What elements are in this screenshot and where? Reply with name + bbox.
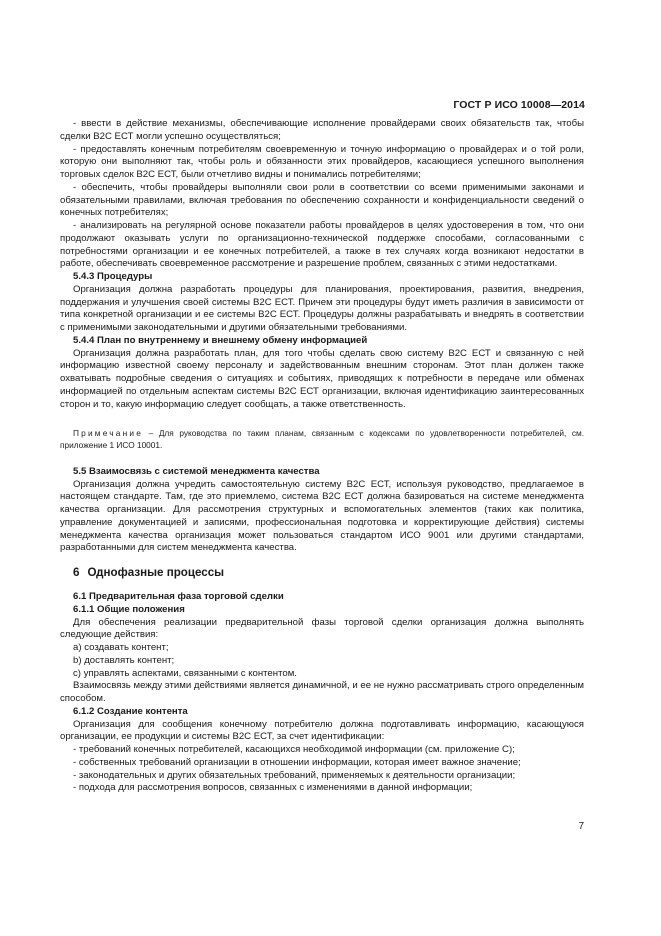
paragraph: - обеспечить, чтобы провайдеры выполняли свои роли в соответствии со всеми применимыми законами и обязательными правилами, включая требования по обеспечению сохранности и конфиденциальности сведений о конечных потребителях; <box>60 181 584 219</box>
paragraph: Организация должна разработать процедуры для планирования, проектирования, развития, внедрения, поддержания и улучшения своей системы В2С ЕСТ. Причем эти процедуры будут иметь различия в зависимости от типа конкретной организации и ее системы В2С ЕСТ. Процедуры должны разрабатывать и внедрять в соответствии с применимыми законодательными и другими обязательными требованиями. <box>60 283 584 333</box>
list-item: c) управлять аспектами, связанными с контентом. <box>73 667 297 679</box>
list-item: - требований конечных потребителей, касающихся необходимой информации (см. приложение С); <box>73 744 515 756</box>
obligations-list <box>60 118 584 271</box>
page-body <box>60 118 584 795</box>
note-text: – Для руководства по таким планам, связанным с кодексами по удовлетворенности потребителей, см. приложение 1 ИСО 10001. <box>60 428 584 451</box>
section-heading <box>73 565 584 581</box>
paragraph: - анализировать на регулярной основе показатели работы провайдеров в целях удостоверения в том, что они продолжают оказывать услуги по организационно-технической поддержке способами, согласованными с потребностями организации и ее конечных потребителей, а также в тех случаях когда возникают недостатки в работе, обеспечивать своевременное рассмотрение и разрешение проблем, связанных с этими недостатками. <box>60 220 584 270</box>
paragraph: - предоставлять конечным потребителям своевременную и точную информацию о провайдерах и о той роли, которую они выполняют так, чтобы роль и обязанности этих провайдеров, касающиеся успешного выполнения торговых сделок В2С ЕСТ, были отчетливо видны и понимались потребителями; <box>60 143 584 180</box>
subsection-heading: 6.1 Предварительная фаза торговой сделки <box>73 591 284 603</box>
paragraph: Организация должна разработать план, для того чтобы сделать свою систему В2С ЕСТ и связанную с ней информацию известной своему персоналу и задействованным внешним сторонам. Этот план должен также охватывать подробные сведения о ситуациях и событиях, приводящих к потребности в передаче или обменах информацией по отдельным аспектам системы В2С ЕСТ организации, включая идентификацию заинтересованных сторон и то, какую информацию следует сообщать, а также ответственность. <box>60 347 584 410</box>
document-code-header: ГОСТ Р ИСО 10008—2014 <box>453 99 585 111</box>
section-number: 6 <box>73 566 80 580</box>
note-label: Примечание <box>73 428 144 439</box>
list-item: b) доставлять контент; <box>73 654 175 666</box>
paragraph: Для обеспечения реализации предварительной фазы торговой сделки организация должна выполнять следующие действия: <box>60 616 584 641</box>
subsection-heading: 6.1.2 Создание контента <box>73 705 188 717</box>
paragraph: - ввести в действие механизмы, обеспечивающие исполнение провайдерами своих обязательств так, чтобы сделки В2С ЕСТ могли успешно осуществляться; <box>60 118 584 142</box>
list-item: - законодательных и других обязательных требований, применяемых к деятельности организации; <box>73 769 516 781</box>
note <box>60 428 584 452</box>
paragraph: Взаимосвязь между этими действиями является динамичной, и ее не нужно рассматривать строго определенным способом. <box>60 680 584 705</box>
subsection-heading: 5.4.3 Процедуры <box>73 271 153 282</box>
page-number: 7 <box>578 821 584 832</box>
paragraph: Организация должна учредить самостоятельную систему В2С ЕСТ, используя руководство, предлагаемое в настоящем стандарте. Там, где это приемлемо, система В2С ЕСТ должна базироваться на системе менеджмента качества организации. Для рассмотрения структурных и вспомогательных элементов (таких как политика, управление документацией и записями, профессиональная подготовка и корректирующие действия) системы менеджмента качества организация может пользоваться стандартом ИСО 9001 или другими стандартами, разработанными для систем менеджмента качества. <box>60 478 584 554</box>
list-item: a) создавать контент; <box>73 642 169 654</box>
subsection-heading: 5.5 Взаимосвязь с системой менеджмента качества <box>73 465 320 477</box>
subsection-heading: 5.4.4 План по внутреннему и внешнему обмену информацией <box>73 334 368 346</box>
section-title: Однофазные процессы <box>87 566 225 580</box>
list-item: - собственных требований организации в отношении информации, которая имеет важное значение; <box>73 756 521 768</box>
subsection-heading: 6.1.1 Общие положения <box>73 603 185 615</box>
list-item: - подхода для рассмотрения вопросов, связанных с изменениями в данной информации; <box>73 782 473 794</box>
paragraph: Организация для сообщения конечному потребителю должна подготавливать информацию, касающуюся организации, ее продукции и системы В2С ЕСТ, за счет идентификации: <box>60 718 584 743</box>
